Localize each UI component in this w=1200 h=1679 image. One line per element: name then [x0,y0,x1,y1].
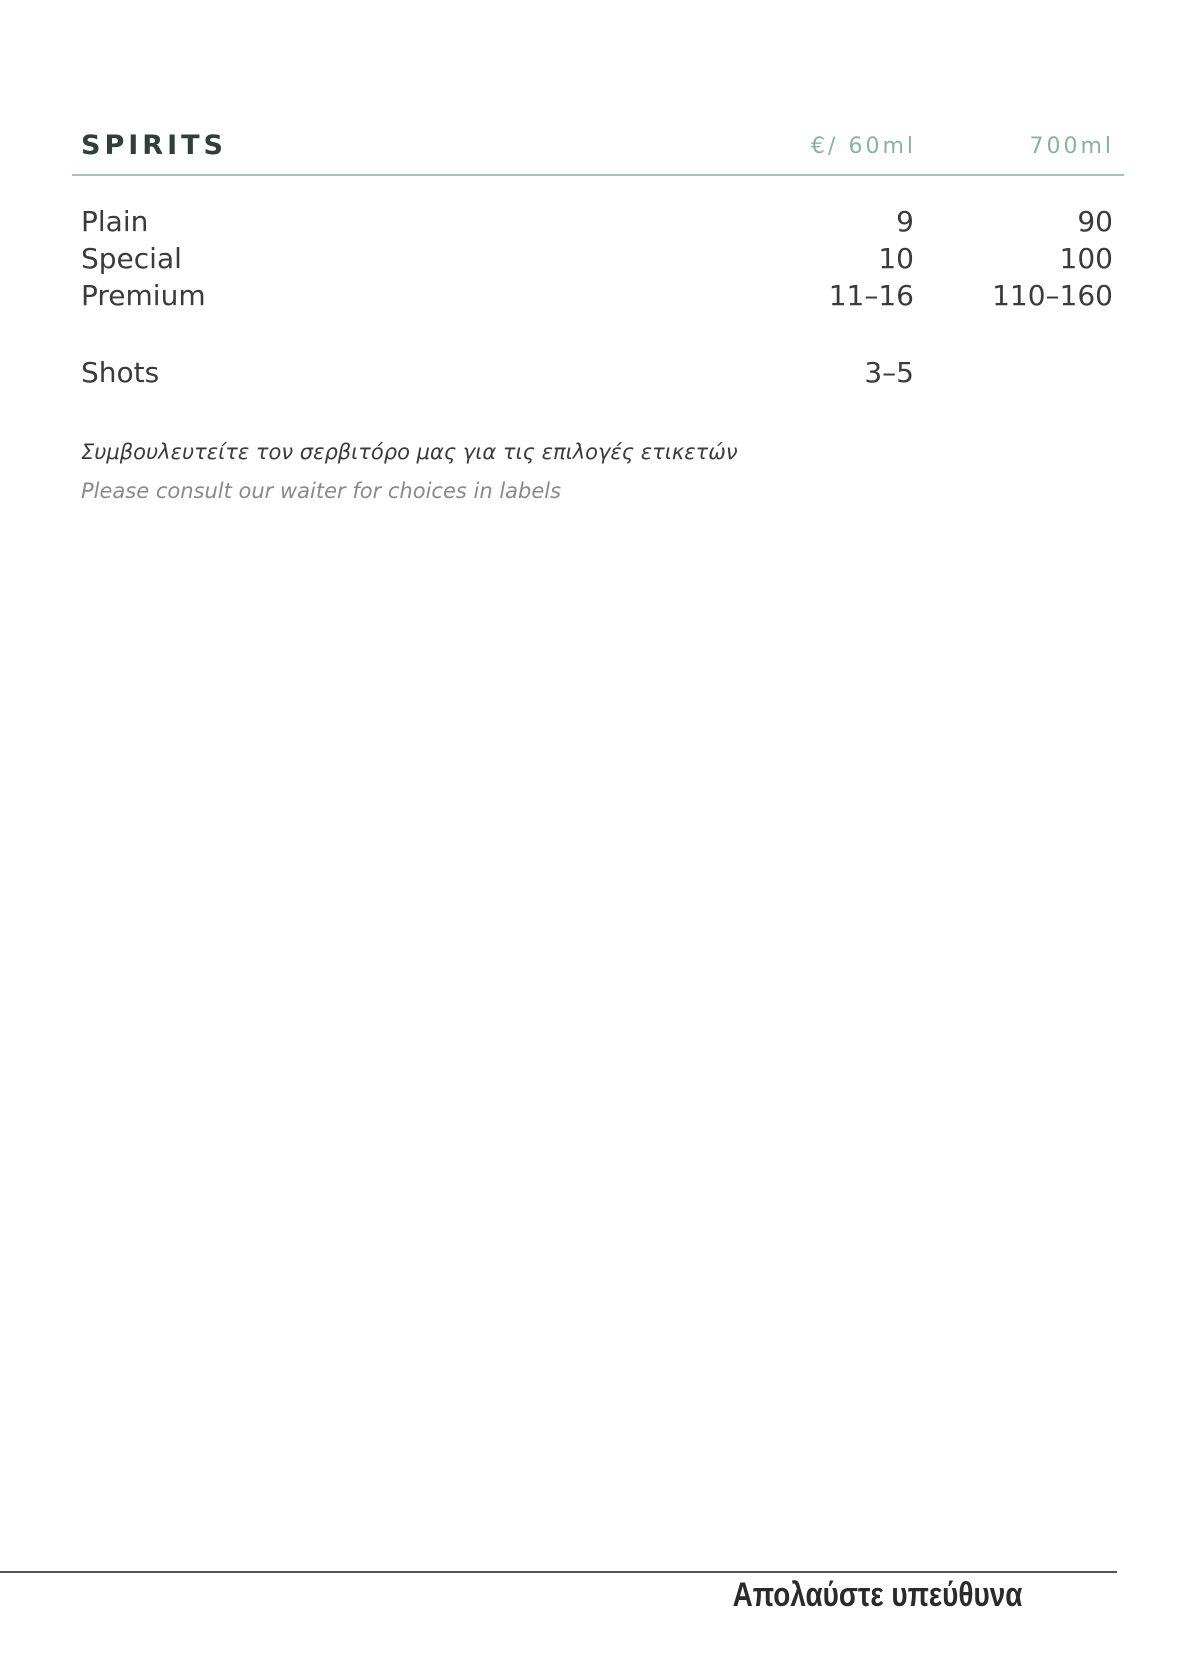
note-english: Please consult our waiter for choices in labels [81,479,562,503]
item-price-60ml: 11–16 [828,279,914,312]
note-greek: Συμβουλευτείτε τον σερβιτόρο μας για τις επιλογές ετικετών [81,440,738,464]
footer-divider [0,1571,1117,1573]
item-name: Plain [81,205,149,238]
section-header [72,120,1124,176]
item-name: Shots [81,356,160,389]
section-title: SPIRITS [81,130,227,161]
footer-slogan: Απολαύστε υπεύθυνα [732,1576,1022,1614]
menu-item-row [81,279,1113,317]
column-header-60ml: €/ 60ml [811,134,916,159]
item-name: Special [81,242,182,275]
menu-item-row [81,242,1113,280]
column-header-700ml: 700ml [1029,134,1114,159]
item-name: Premium [81,279,206,312]
item-price-60ml: 9 [896,205,914,238]
menu-item-row [81,356,1113,394]
header-divider [72,174,1124,176]
item-price-60ml: 3–5 [864,356,914,389]
item-price-700ml: 100 [1059,242,1113,275]
item-price-700ml: 90 [1077,205,1113,238]
item-price-60ml: 10 [878,242,914,275]
menu-item-row [81,205,1113,243]
item-price-700ml: 110–160 [992,279,1113,312]
